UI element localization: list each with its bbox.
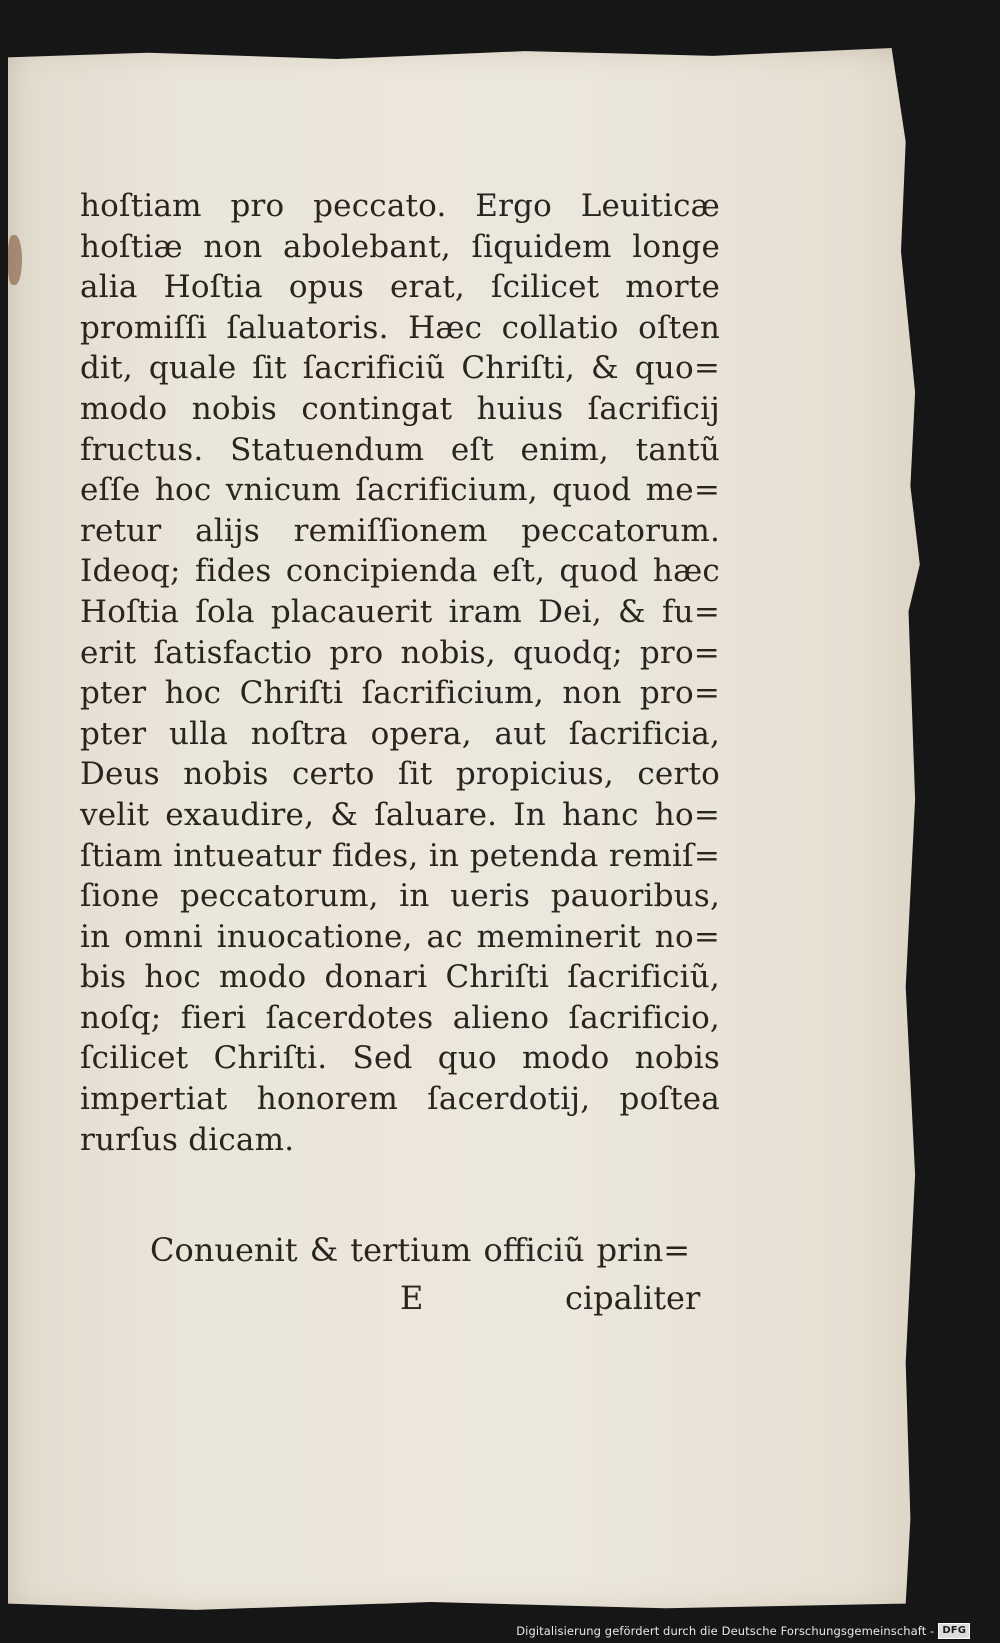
text-line: in omni inuocatione, ac meminerit no=: [80, 918, 720, 955]
next-paragraph-line: Conuenit & tertium officiũ prin=: [150, 1231, 690, 1269]
dfg-logo: DFG: [938, 1623, 970, 1639]
digitization-credit: [516, 1623, 970, 1639]
text-line: erit ſatisfactio pro nobis, quodq; pro=: [80, 634, 720, 671]
text-line: ſione peccatorum, in ueris pauoribus,: [80, 878, 720, 915]
text-line: ſcilicet Chriſti. Sed quo modo nobis: [80, 1040, 720, 1077]
text-line: alia Hoſtia opus erat, ſcilicet morte: [80, 269, 720, 306]
text-line: velit exaudire, & ſaluare. In hanc ho=: [80, 796, 720, 833]
page-edge-stain: [8, 235, 22, 285]
text-line: noſq; fieri ſacerdotes alieno ſacrificio,: [80, 999, 720, 1036]
text-line: fructus. Statuendum eſt enim, tantũ: [80, 431, 720, 468]
text-line: pter ulla noſtra opera, aut ſacrificia,: [80, 715, 720, 752]
text-line: dit, quale ſit ſacrificiũ Chriſti, & quo=: [80, 350, 720, 387]
text-line: ſtiam intueatur fides, in petenda remiſ=: [80, 837, 720, 874]
text-line: retur alijs remiſſionem peccatorum.: [80, 512, 720, 549]
text-line: Deus nobis certo ſit propicius, certo: [80, 756, 720, 793]
signature-mark: E: [400, 1279, 424, 1317]
body-text: [80, 186, 720, 1160]
text-line: impertiat honorem ſacerdotij, poſtea: [80, 1081, 720, 1118]
catchword: cipaliter: [565, 1279, 701, 1317]
text-line: modo nobis contingat huius ſacrificij: [80, 390, 720, 427]
text-line: Hoſtia ſola placauerit iram Dei, & fu=: [80, 593, 720, 630]
text-line: hoſtiam pro peccato. Ergo Leuiticæ: [80, 188, 720, 224]
text-line: bis hoc modo donari Chriſti ſacrificiũ,: [80, 959, 720, 996]
text-line: eſſe hoc vnicum ſacrificium, quod me=: [80, 472, 720, 509]
text-line: Ideoq; fides concipienda eſt, quod hæc: [80, 553, 720, 590]
credit-text: Digitalisierung gefördert durch die Deutsche Forschungsgemeinschaft -: [516, 1624, 935, 1638]
text-line: pter hoc Chriſti ſacrificium, non pro=: [80, 675, 720, 712]
text-line: hoſtiæ non abolebant, ſiquidem longe: [80, 228, 720, 265]
text-line: rurſus dicam.: [80, 1121, 295, 1158]
text-line: promiſſi ſaluatoris. Hæc collatio oſten: [80, 309, 720, 346]
